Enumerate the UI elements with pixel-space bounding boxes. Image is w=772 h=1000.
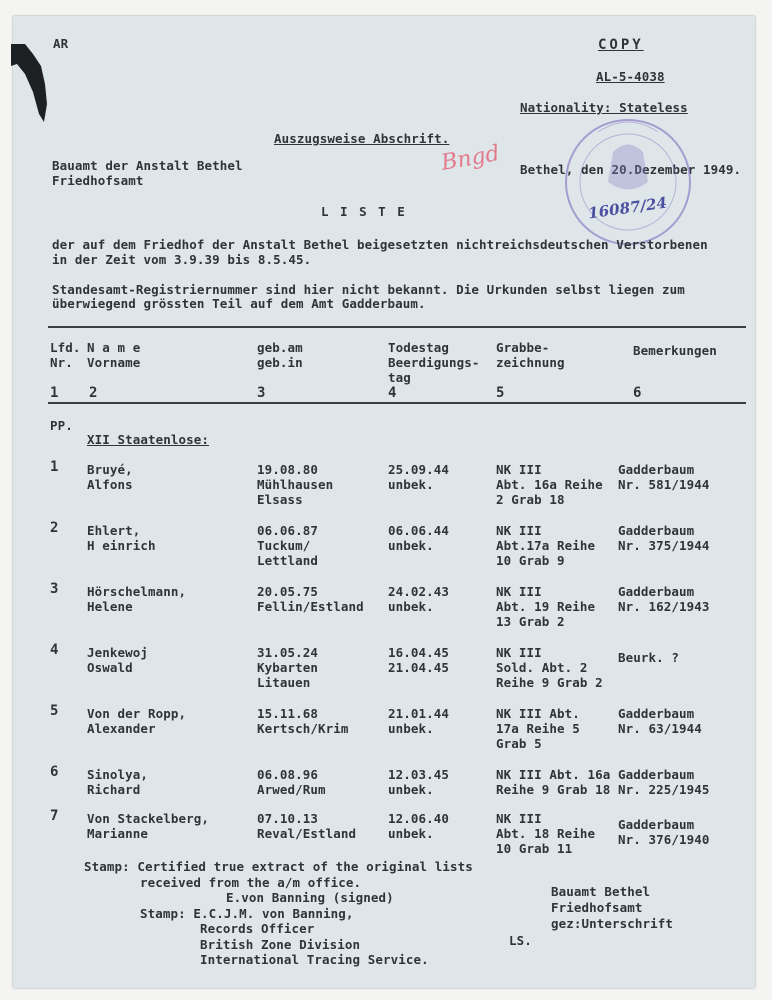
row-death: 16.04.45 21.04.45 (388, 645, 450, 675)
table-row-nr: 4 (50, 642, 59, 658)
row-name: Von der Ropp, Alexander (87, 706, 187, 736)
ar-label: AR (53, 36, 69, 51)
red-handwritten-mark: Bngd (439, 141, 502, 176)
stamp2-line-3: British Zone Division (200, 937, 361, 952)
right-sign-line-2: Friedhofsamt (551, 900, 643, 915)
table-row-nr: 1 (50, 459, 59, 475)
table-row-nr: 3 (50, 581, 59, 597)
row-born: 31.05.24 Kybarten Litauen (257, 645, 319, 690)
row-remark: Gadderbaum Nr. 376/1940 (618, 817, 710, 847)
row-death: 21.01.44 unbek. (388, 706, 450, 736)
row-name: Von Stackelberg, Marianne (87, 811, 210, 841)
handwritten-reference: 16087/24 (587, 193, 669, 223)
row-born: 20.05.75 Fellin/Estland (257, 584, 364, 614)
col-head-death: Todestag Beerdigungs- tag (388, 340, 480, 385)
table-row-nr: 5 (50, 703, 59, 719)
row-grave: NK III Abt. 17a Reihe 5 Grab 5 (496, 706, 580, 751)
row-born: 07.10.13 Reval/Estland (257, 811, 357, 841)
reference-number: AL-5-4038 (596, 69, 665, 84)
torn-corner (11, 44, 51, 124)
sender-line-1: Bauamt der Anstalt Bethel (52, 158, 243, 173)
col-head-remarks: Bemerkungen (633, 343, 717, 358)
rule-header (48, 402, 746, 404)
col-head-name: N a m e Vorname (87, 340, 141, 370)
copy-label: COPY (598, 37, 644, 53)
list-title: L I S T E (321, 204, 407, 219)
intro-line-2: in der Zeit vom 3.9.39 bis 8.5.45. (52, 252, 312, 267)
table-row-nr: 6 (50, 764, 59, 780)
stamp-line-1: Stamp: Certified true extract of the original lists (84, 859, 473, 874)
row-born: 15.11.68 Kertsch/Krim (257, 706, 349, 736)
note-line-1: Standesamt-Registriernummer sind hier nicht bekannt. Die Urkunden selbst liegen zum (52, 282, 685, 297)
row-name: Sinolya, Richard (87, 767, 149, 797)
table-row-nr: 2 (50, 520, 59, 536)
row-grave: NK III Abt. 16a Reihe 2 Grab 18 (496, 462, 603, 507)
row-death: 24.02.43 unbek. (388, 584, 450, 614)
rule-top (48, 326, 746, 328)
stamp2-line-4: International Tracing Service. (200, 952, 429, 967)
stamp-line-3: E.von Banning (signed) (226, 890, 394, 905)
row-remark: Gadderbaum Nr. 581/1944 (618, 462, 710, 492)
row-death: 12.06.40 unbek. (388, 811, 450, 841)
note-line-2: überwiegend grössten Teil auf dem Amt Gadderbaum. (52, 296, 426, 311)
row-name: Bruyé, Alfons (87, 462, 133, 492)
col-head-nr: Lfd. Nr. (50, 340, 81, 370)
row-grave: NK III Abt. 18 Reihe 10 Grab 11 (496, 811, 596, 856)
row-death: 06.06.44 unbek. (388, 523, 450, 553)
table-row-nr: 7 (50, 808, 59, 824)
col-num-4: 4 (388, 385, 397, 401)
row-grave: NK III Abt.17a Reihe 10 Grab 9 (496, 523, 596, 568)
stamp2-line-1: Stamp: E.C.J.M. von Banning, (140, 906, 354, 921)
row-born: 06.06.87 Tuckum/ Lettland (257, 523, 319, 568)
col-num-6: 6 (633, 385, 642, 401)
row-death: 25.09.44 unbek. (388, 462, 450, 492)
row-grave: NK III Abt. 19 Reihe 13 Grab 2 (496, 584, 596, 629)
row-grave: NK III Abt. 16a Reihe 9 Grab 18 (496, 767, 611, 797)
document-title: Auszugsweise Abschrift. (274, 131, 450, 146)
row-remark: Beurk. ? (618, 650, 680, 665)
intro-line-1: der auf dem Friedhof der Anstalt Bethel beigesetzten nichtreichsdeutschen Verstorbenen (52, 237, 708, 252)
nationality-line: Nationality: Stateless (520, 100, 688, 115)
place-date: Bethel, den 20.Dezember 1949. (520, 162, 742, 177)
col-head-born: geb.am geb.in (257, 340, 303, 370)
document-page (13, 16, 755, 988)
col-num-2: 2 (89, 385, 98, 401)
row-grave: NK III Sold. Abt. 2 Reihe 9 Grab 2 (496, 645, 603, 690)
row-name: Ehlert, H einrich (87, 523, 156, 553)
col-head-grave: Grabbe- zeichnung (496, 340, 565, 370)
section-heading: XII Staatenlose: (87, 432, 210, 447)
ls-mark: LS. (509, 933, 532, 948)
row-name: Hörschelmann, Helene (87, 584, 187, 614)
col-num-1: 1 (50, 385, 59, 401)
right-sign-line-1: Bauamt Bethel (551, 884, 651, 899)
row-remark: Gadderbaum Nr. 375/1944 (618, 523, 710, 553)
row-remark: Gadderbaum Nr. 225/1945 (618, 767, 710, 797)
row-born: 19.08.80 Mühlhausen Elsass (257, 462, 334, 507)
col-num-5: 5 (496, 385, 505, 401)
official-seal-stamp (558, 112, 698, 252)
row-remark: Gadderbaum Nr. 63/1944 (618, 706, 702, 736)
row-remark: Gadderbaum Nr. 162/1943 (618, 584, 710, 614)
col-num-3: 3 (257, 385, 266, 401)
stamp2-line-2: Records Officer (200, 921, 315, 936)
right-sign-line-3: gez:Unterschrift (551, 916, 674, 931)
row-death: 12.03.45 unbek. (388, 767, 450, 797)
sender-line-2: Friedhofsamt (52, 173, 144, 188)
row-born: 06.08.96 Arwed/Rum (257, 767, 326, 797)
stamp-line-2: received from the a/m office. (140, 875, 362, 890)
pp-label: PP. (50, 418, 73, 433)
row-name: Jenkewoj Oswald (87, 645, 149, 675)
